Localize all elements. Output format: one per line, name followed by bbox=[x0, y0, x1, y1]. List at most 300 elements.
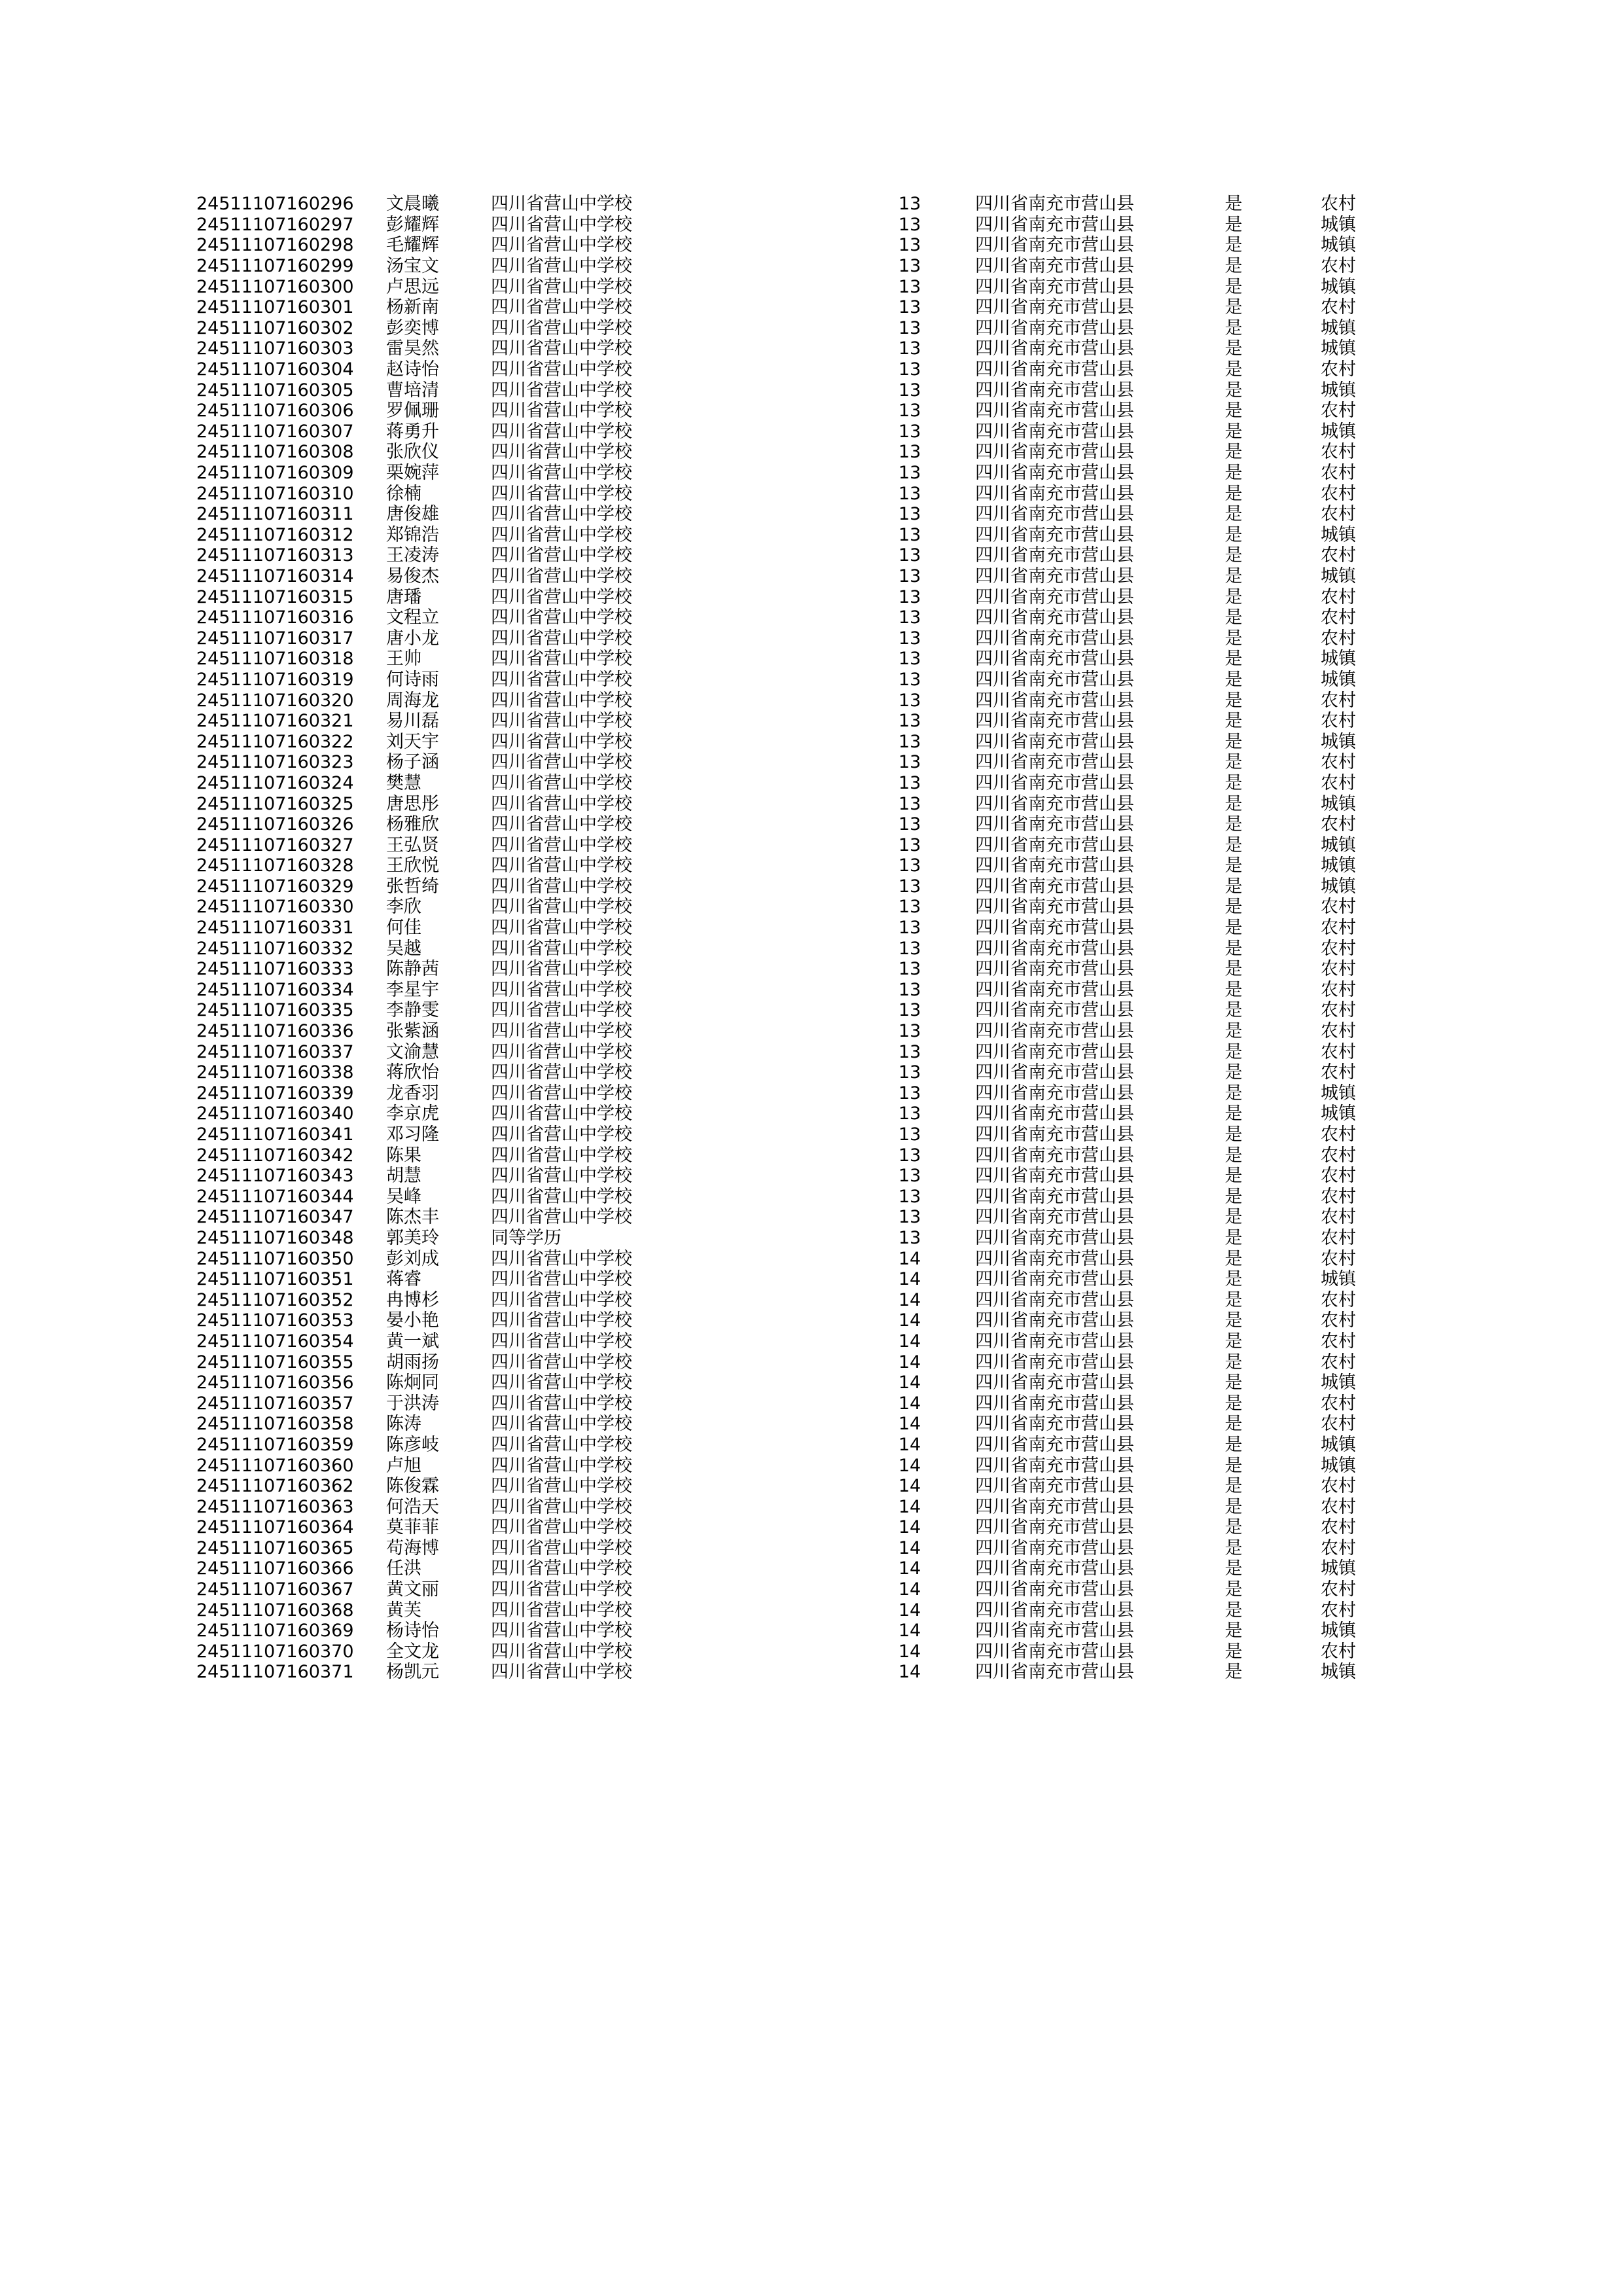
table-row bbox=[196, 628, 1400, 649]
cell-exam-id: 24511107160340 bbox=[196, 1103, 354, 1124]
cell-school: 四川省营山中学校 bbox=[491, 235, 632, 256]
table-row bbox=[196, 1062, 1400, 1083]
cell-exam-id: 24511107160330 bbox=[196, 897, 354, 918]
cell-urban-rural: 农村 bbox=[1321, 1124, 1356, 1145]
cell-exam-id: 24511107160308 bbox=[196, 442, 354, 463]
cell-region: 四川省南充市营山县 bbox=[975, 214, 1134, 235]
cell-school: 四川省营山中学校 bbox=[491, 1248, 632, 1269]
cell-flag: 是 bbox=[1224, 1021, 1243, 1042]
table-row bbox=[196, 1248, 1400, 1269]
cell-region: 四川省南充市营山县 bbox=[975, 959, 1134, 980]
cell-flag: 是 bbox=[1224, 1269, 1243, 1290]
cell-flag: 是 bbox=[1224, 1062, 1243, 1083]
cell-flag: 是 bbox=[1224, 1641, 1243, 1662]
cell-student-name: 彭耀辉 bbox=[386, 214, 439, 235]
cell-school: 四川省营山中学校 bbox=[491, 1021, 632, 1042]
cell-region: 四川省南充市营山县 bbox=[975, 1600, 1134, 1621]
cell-flag: 是 bbox=[1224, 876, 1243, 897]
cell-flag: 是 bbox=[1224, 1103, 1243, 1124]
cell-class-number: 13 bbox=[898, 772, 921, 793]
cell-school: 四川省营山中学校 bbox=[491, 317, 632, 338]
cell-exam-id: 24511107160351 bbox=[196, 1269, 354, 1290]
cell-region: 四川省南充市营山县 bbox=[975, 359, 1134, 380]
cell-urban-rural: 农村 bbox=[1321, 1393, 1356, 1414]
cell-urban-rural: 农村 bbox=[1321, 814, 1356, 835]
cell-region: 四川省南充市营山县 bbox=[975, 855, 1134, 876]
cell-urban-rural: 农村 bbox=[1321, 1310, 1356, 1331]
cell-urban-rural: 农村 bbox=[1321, 628, 1356, 649]
cell-exam-id: 24511107160363 bbox=[196, 1496, 354, 1517]
cell-urban-rural: 农村 bbox=[1321, 938, 1356, 959]
cell-region: 四川省南充市营山县 bbox=[975, 483, 1134, 504]
cell-urban-rural: 城镇 bbox=[1321, 1434, 1356, 1455]
cell-exam-id: 24511107160304 bbox=[196, 359, 354, 380]
cell-school: 四川省营山中学校 bbox=[491, 649, 632, 670]
cell-school: 四川省营山中学校 bbox=[491, 938, 632, 959]
cell-flag: 是 bbox=[1224, 380, 1243, 401]
table-row bbox=[196, 422, 1400, 442]
table-row bbox=[196, 649, 1400, 670]
cell-student-name: 胡慧 bbox=[386, 1166, 421, 1187]
table-row bbox=[196, 607, 1400, 628]
table-row bbox=[196, 1228, 1400, 1249]
cell-student-name: 王欣悦 bbox=[386, 855, 439, 876]
cell-class-number: 14 bbox=[898, 1289, 921, 1310]
cell-urban-rural: 城镇 bbox=[1321, 524, 1356, 545]
cell-region: 四川省南充市营山县 bbox=[975, 1289, 1134, 1310]
cell-region: 四川省南充市营山县 bbox=[975, 1269, 1134, 1290]
cell-school: 四川省营山中学校 bbox=[491, 1393, 632, 1414]
cell-class-number: 13 bbox=[898, 256, 921, 277]
cell-student-name: 冉博杉 bbox=[386, 1289, 439, 1310]
cell-flag: 是 bbox=[1224, 1289, 1243, 1310]
cell-urban-rural: 农村 bbox=[1321, 979, 1356, 1000]
cell-exam-id: 24511107160335 bbox=[196, 1000, 354, 1021]
cell-urban-rural: 城镇 bbox=[1321, 855, 1356, 876]
cell-school: 四川省营山中学校 bbox=[491, 897, 632, 918]
cell-exam-id: 24511107160305 bbox=[196, 380, 354, 401]
cell-urban-rural: 农村 bbox=[1321, 918, 1356, 939]
cell-urban-rural: 城镇 bbox=[1321, 649, 1356, 670]
cell-exam-id: 24511107160298 bbox=[196, 235, 354, 256]
cell-school: 四川省营山中学校 bbox=[491, 669, 632, 690]
cell-region: 四川省南充市营山县 bbox=[975, 235, 1134, 256]
cell-class-number: 13 bbox=[898, 1207, 921, 1228]
cell-student-name: 卢旭 bbox=[386, 1455, 421, 1476]
cell-flag: 是 bbox=[1224, 1352, 1243, 1372]
cell-class-number: 14 bbox=[898, 1558, 921, 1579]
cell-flag: 是 bbox=[1224, 1476, 1243, 1497]
cell-class-number: 14 bbox=[898, 1476, 921, 1497]
cell-urban-rural: 城镇 bbox=[1321, 1455, 1356, 1476]
cell-region: 四川省南充市营山县 bbox=[975, 1476, 1134, 1497]
cell-class-number: 13 bbox=[898, 628, 921, 649]
cell-school: 四川省营山中学校 bbox=[491, 1352, 632, 1372]
table-row bbox=[196, 1166, 1400, 1187]
cell-school: 四川省营山中学校 bbox=[491, 338, 632, 359]
cell-student-name: 何浩天 bbox=[386, 1496, 439, 1517]
cell-exam-id: 24511107160367 bbox=[196, 1579, 354, 1600]
cell-urban-rural: 农村 bbox=[1321, 194, 1356, 215]
cell-exam-id: 24511107160358 bbox=[196, 1414, 354, 1435]
cell-student-name: 陈杰丰 bbox=[386, 1207, 439, 1228]
cell-region: 四川省南充市营山县 bbox=[975, 1558, 1134, 1579]
cell-class-number: 13 bbox=[898, 1186, 921, 1207]
cell-region: 四川省南充市营山县 bbox=[975, 814, 1134, 835]
cell-exam-id: 24511107160366 bbox=[196, 1558, 354, 1579]
cell-class-number: 14 bbox=[898, 1331, 921, 1352]
cell-exam-id: 24511107160320 bbox=[196, 690, 354, 711]
table-row bbox=[196, 834, 1400, 855]
cell-class-number: 13 bbox=[898, 421, 921, 442]
table-row bbox=[196, 1187, 1400, 1208]
cell-school: 四川省营山中学校 bbox=[491, 711, 632, 732]
cell-school: 四川省营山中学校 bbox=[491, 1186, 632, 1207]
cell-class-number: 14 bbox=[898, 1455, 921, 1476]
cell-region: 四川省南充市营山县 bbox=[975, 1352, 1134, 1372]
cell-flag: 是 bbox=[1224, 897, 1243, 918]
cell-exam-id: 24511107160370 bbox=[196, 1641, 354, 1662]
table-row bbox=[196, 1538, 1400, 1559]
cell-urban-rural: 农村 bbox=[1321, 1331, 1356, 1352]
table-row bbox=[196, 256, 1400, 277]
table-row bbox=[196, 1662, 1400, 1683]
cell-school: 四川省营山中学校 bbox=[491, 1207, 632, 1228]
cell-region: 四川省南充市营山县 bbox=[975, 1083, 1134, 1103]
cell-flag: 是 bbox=[1224, 276, 1243, 297]
cell-student-name: 赵诗怡 bbox=[386, 359, 439, 380]
table-row bbox=[196, 938, 1400, 959]
cell-student-name: 文程立 bbox=[386, 607, 439, 628]
cell-school: 四川省营山中学校 bbox=[491, 256, 632, 277]
cell-urban-rural: 农村 bbox=[1321, 690, 1356, 711]
cell-flag: 是 bbox=[1224, 1248, 1243, 1269]
cell-urban-rural: 农村 bbox=[1321, 959, 1356, 980]
table-row bbox=[196, 752, 1400, 773]
table-row bbox=[196, 586, 1400, 607]
cell-school: 四川省营山中学校 bbox=[491, 1517, 632, 1538]
table-row bbox=[196, 793, 1400, 814]
cell-class-number: 13 bbox=[898, 1227, 921, 1248]
cell-exam-id: 24511107160356 bbox=[196, 1372, 354, 1393]
cell-region: 四川省南充市营山县 bbox=[975, 194, 1134, 215]
cell-urban-rural: 农村 bbox=[1321, 1248, 1356, 1269]
table-row bbox=[196, 1621, 1400, 1641]
cell-urban-rural: 城镇 bbox=[1321, 669, 1356, 690]
cell-class-number: 14 bbox=[898, 1496, 921, 1517]
cell-student-name: 张欣仪 bbox=[386, 442, 439, 463]
cell-exam-id: 24511107160301 bbox=[196, 297, 354, 318]
cell-urban-rural: 农村 bbox=[1321, 401, 1356, 422]
cell-urban-rural: 农村 bbox=[1321, 1021, 1356, 1042]
cell-urban-rural: 农村 bbox=[1321, 1517, 1356, 1538]
cell-exam-id: 24511107160310 bbox=[196, 483, 354, 504]
table-row bbox=[196, 814, 1400, 835]
cell-flag: 是 bbox=[1224, 359, 1243, 380]
cell-region: 四川省南充市营山县 bbox=[975, 317, 1134, 338]
table-row bbox=[196, 897, 1400, 918]
cell-student-name: 何佳 bbox=[386, 918, 421, 939]
cell-flag: 是 bbox=[1224, 1537, 1243, 1558]
cell-class-number: 14 bbox=[898, 1248, 921, 1269]
cell-class-number: 13 bbox=[898, 1021, 921, 1042]
cell-exam-id: 24511107160309 bbox=[196, 463, 354, 484]
cell-class-number: 13 bbox=[898, 565, 921, 586]
table-row bbox=[196, 380, 1400, 401]
table-row bbox=[196, 1331, 1400, 1352]
cell-flag: 是 bbox=[1224, 442, 1243, 463]
cell-student-name: 雷昊然 bbox=[386, 338, 439, 359]
cell-urban-rural: 农村 bbox=[1321, 897, 1356, 918]
table-row bbox=[196, 276, 1400, 297]
cell-urban-rural: 农村 bbox=[1321, 463, 1356, 484]
cell-flag: 是 bbox=[1224, 214, 1243, 235]
cell-region: 四川省南充市营山县 bbox=[975, 1041, 1134, 1062]
cell-school: 四川省营山中学校 bbox=[491, 1476, 632, 1497]
cell-region: 四川省南充市营山县 bbox=[975, 690, 1134, 711]
cell-flag: 是 bbox=[1224, 752, 1243, 773]
cell-exam-id: 24511107160306 bbox=[196, 401, 354, 422]
cell-school: 四川省营山中学校 bbox=[491, 979, 632, 1000]
cell-flag: 是 bbox=[1224, 1414, 1243, 1435]
cell-region: 四川省南充市营山县 bbox=[975, 1310, 1134, 1331]
cell-school: 四川省营山中学校 bbox=[491, 1331, 632, 1352]
table-row bbox=[196, 1579, 1400, 1600]
cell-flag: 是 bbox=[1224, 1579, 1243, 1600]
cell-exam-id: 24511107160343 bbox=[196, 1166, 354, 1187]
cell-flag: 是 bbox=[1224, 1600, 1243, 1621]
cell-flag: 是 bbox=[1224, 1227, 1243, 1248]
cell-student-name: 郑锦浩 bbox=[386, 524, 439, 545]
cell-school: 四川省营山中学校 bbox=[491, 855, 632, 876]
cell-exam-id: 24511107160334 bbox=[196, 979, 354, 1000]
cell-class-number: 13 bbox=[898, 834, 921, 855]
cell-class-number: 13 bbox=[898, 1145, 921, 1166]
cell-exam-id: 24511107160327 bbox=[196, 834, 354, 855]
table-row bbox=[196, 855, 1400, 876]
cell-urban-rural: 农村 bbox=[1321, 1289, 1356, 1310]
cell-class-number: 13 bbox=[898, 752, 921, 773]
table-row bbox=[196, 1517, 1400, 1538]
cell-class-number: 13 bbox=[898, 979, 921, 1000]
cell-region: 四川省南充市营山县 bbox=[975, 979, 1134, 1000]
cell-school: 四川省营山中学校 bbox=[491, 1414, 632, 1435]
cell-student-name: 李静雯 bbox=[386, 1000, 439, 1021]
table-row bbox=[196, 1083, 1400, 1104]
cell-exam-id: 24511107160302 bbox=[196, 317, 354, 338]
cell-class-number: 13 bbox=[898, 276, 921, 297]
cell-student-name: 杨雅欣 bbox=[386, 814, 439, 835]
cell-region: 四川省南充市营山县 bbox=[975, 565, 1134, 586]
table-row bbox=[196, 1207, 1400, 1228]
cell-flag: 是 bbox=[1224, 1558, 1243, 1579]
table-row bbox=[196, 545, 1400, 566]
cell-region: 四川省南充市营山县 bbox=[975, 442, 1134, 463]
cell-class-number: 13 bbox=[898, 359, 921, 380]
cell-flag: 是 bbox=[1224, 669, 1243, 690]
cell-flag: 是 bbox=[1224, 1331, 1243, 1352]
cell-flag: 是 bbox=[1224, 1041, 1243, 1062]
cell-class-number: 13 bbox=[898, 1124, 921, 1145]
cell-flag: 是 bbox=[1224, 690, 1243, 711]
cell-urban-rural: 农村 bbox=[1321, 752, 1356, 773]
table-row bbox=[196, 731, 1400, 752]
cell-school: 四川省营山中学校 bbox=[491, 772, 632, 793]
cell-flag: 是 bbox=[1224, 235, 1243, 256]
cell-exam-id: 24511107160338 bbox=[196, 1062, 354, 1083]
cell-student-name: 黄一斌 bbox=[386, 1331, 439, 1352]
cell-exam-id: 24511107160347 bbox=[196, 1207, 354, 1228]
cell-urban-rural: 农村 bbox=[1321, 772, 1356, 793]
cell-exam-id: 24511107160364 bbox=[196, 1517, 354, 1538]
cell-student-name: 杨诗怡 bbox=[386, 1621, 439, 1641]
cell-school: 四川省营山中学校 bbox=[491, 1662, 632, 1683]
cell-exam-id: 24511107160318 bbox=[196, 649, 354, 670]
cell-exam-id: 24511107160312 bbox=[196, 524, 354, 545]
cell-student-name: 黄文丽 bbox=[386, 1579, 439, 1600]
cell-urban-rural: 农村 bbox=[1321, 1641, 1356, 1662]
cell-student-name: 彭刘成 bbox=[386, 1248, 439, 1269]
cell-flag: 是 bbox=[1224, 959, 1243, 980]
cell-region: 四川省南充市营山县 bbox=[975, 1186, 1134, 1207]
cell-school: 四川省营山中学校 bbox=[491, 1455, 632, 1476]
cell-region: 四川省南充市营山县 bbox=[975, 731, 1134, 752]
cell-class-number: 14 bbox=[898, 1600, 921, 1621]
cell-class-number: 14 bbox=[898, 1352, 921, 1372]
cell-class-number: 13 bbox=[898, 504, 921, 525]
cell-urban-rural: 农村 bbox=[1321, 1579, 1356, 1600]
cell-urban-rural: 农村 bbox=[1321, 607, 1356, 628]
cell-class-number: 14 bbox=[898, 1414, 921, 1435]
table-row bbox=[196, 1310, 1400, 1331]
cell-flag: 是 bbox=[1224, 793, 1243, 814]
cell-flag: 是 bbox=[1224, 463, 1243, 484]
cell-urban-rural: 农村 bbox=[1321, 1186, 1356, 1207]
cell-exam-id: 24511107160337 bbox=[196, 1041, 354, 1062]
cell-student-name: 陈俊霖 bbox=[386, 1476, 439, 1497]
cell-exam-id: 24511107160311 bbox=[196, 504, 354, 525]
cell-exam-id: 24511107160333 bbox=[196, 959, 354, 980]
cell-class-number: 14 bbox=[898, 1372, 921, 1393]
cell-region: 四川省南充市营山县 bbox=[975, 752, 1134, 773]
table-row bbox=[196, 1021, 1400, 1042]
cell-class-number: 13 bbox=[898, 711, 921, 732]
cell-flag: 是 bbox=[1224, 1662, 1243, 1683]
cell-student-name: 曹培清 bbox=[386, 380, 439, 401]
cell-class-number: 13 bbox=[898, 918, 921, 939]
cell-region: 四川省南充市营山县 bbox=[975, 1496, 1134, 1517]
cell-urban-rural: 农村 bbox=[1321, 586, 1356, 607]
cell-class-number: 14 bbox=[898, 1393, 921, 1414]
cell-student-name: 唐璠 bbox=[386, 586, 421, 607]
table-row bbox=[196, 194, 1400, 215]
cell-class-number: 14 bbox=[898, 1310, 921, 1331]
cell-student-name: 唐小龙 bbox=[386, 628, 439, 649]
cell-region: 四川省南充市营山县 bbox=[975, 1372, 1134, 1393]
cell-exam-id: 24511107160324 bbox=[196, 772, 354, 793]
cell-flag: 是 bbox=[1224, 565, 1243, 586]
cell-exam-id: 24511107160315 bbox=[196, 586, 354, 607]
cell-class-number: 14 bbox=[898, 1269, 921, 1290]
cell-student-name: 王帅 bbox=[386, 649, 421, 670]
table-row bbox=[196, 918, 1400, 939]
cell-student-name: 蒋睿 bbox=[386, 1269, 421, 1290]
table-row bbox=[196, 1496, 1400, 1517]
cell-urban-rural: 城镇 bbox=[1321, 1103, 1356, 1124]
cell-urban-rural: 农村 bbox=[1321, 1496, 1356, 1517]
cell-region: 四川省南充市营山县 bbox=[975, 276, 1134, 297]
table-row bbox=[196, 401, 1400, 422]
cell-flag: 是 bbox=[1224, 297, 1243, 318]
cell-flag: 是 bbox=[1224, 731, 1243, 752]
cell-school: 四川省营山中学校 bbox=[491, 565, 632, 586]
cell-student-name: 陈静茜 bbox=[386, 959, 439, 980]
cell-region: 四川省南充市营山县 bbox=[975, 380, 1134, 401]
cell-flag: 是 bbox=[1224, 1166, 1243, 1187]
cell-flag: 是 bbox=[1224, 1517, 1243, 1538]
cell-exam-id: 24511107160321 bbox=[196, 711, 354, 732]
roster-body bbox=[196, 194, 1400, 1683]
table-row bbox=[196, 670, 1400, 691]
cell-exam-id: 24511107160323 bbox=[196, 752, 354, 773]
cell-student-name: 李京虎 bbox=[386, 1103, 439, 1124]
cell-class-number: 13 bbox=[898, 938, 921, 959]
cell-student-name: 罗佩珊 bbox=[386, 401, 439, 422]
cell-region: 四川省南充市营山县 bbox=[975, 1207, 1134, 1228]
table-row bbox=[196, 1414, 1400, 1435]
cell-urban-rural: 城镇 bbox=[1321, 731, 1356, 752]
cell-class-number: 13 bbox=[898, 586, 921, 607]
cell-urban-rural: 城镇 bbox=[1321, 317, 1356, 338]
cell-exam-id: 24511107160336 bbox=[196, 1021, 354, 1042]
cell-flag: 是 bbox=[1224, 401, 1243, 422]
cell-region: 四川省南充市营山县 bbox=[975, 1021, 1134, 1042]
cell-student-name: 任洪 bbox=[386, 1558, 421, 1579]
cell-school: 四川省营山中学校 bbox=[491, 1558, 632, 1579]
cell-region: 四川省南充市营山县 bbox=[975, 586, 1134, 607]
cell-class-number: 13 bbox=[898, 814, 921, 835]
cell-exam-id: 24511107160331 bbox=[196, 918, 354, 939]
cell-school: 四川省营山中学校 bbox=[491, 1641, 632, 1662]
cell-region: 四川省南充市营山县 bbox=[975, 918, 1134, 939]
cell-exam-id: 24511107160332 bbox=[196, 938, 354, 959]
cell-urban-rural: 城镇 bbox=[1321, 1083, 1356, 1103]
cell-urban-rural: 农村 bbox=[1321, 711, 1356, 732]
cell-student-name: 张紫涵 bbox=[386, 1021, 439, 1042]
cell-exam-id: 24511107160342 bbox=[196, 1145, 354, 1166]
cell-student-name: 唐思彤 bbox=[386, 793, 439, 814]
cell-exam-id: 24511107160362 bbox=[196, 1476, 354, 1497]
cell-flag: 是 bbox=[1224, 1083, 1243, 1103]
cell-region: 四川省南充市营山县 bbox=[975, 607, 1134, 628]
cell-urban-rural: 农村 bbox=[1321, 1227, 1356, 1248]
cell-flag: 是 bbox=[1224, 1186, 1243, 1207]
table-row bbox=[196, 1393, 1400, 1414]
cell-class-number: 13 bbox=[898, 959, 921, 980]
table-row bbox=[196, 1103, 1400, 1124]
cell-flag: 是 bbox=[1224, 1621, 1243, 1641]
cell-urban-rural: 城镇 bbox=[1321, 834, 1356, 855]
cell-region: 四川省南充市营山县 bbox=[975, 421, 1134, 442]
cell-student-name: 黄芙 bbox=[386, 1600, 421, 1621]
cell-urban-rural: 农村 bbox=[1321, 1207, 1356, 1228]
table-row bbox=[196, 1352, 1400, 1372]
cell-urban-rural: 农村 bbox=[1321, 1166, 1356, 1187]
cell-urban-rural: 农村 bbox=[1321, 1041, 1356, 1062]
cell-exam-id: 24511107160300 bbox=[196, 276, 354, 297]
table-row bbox=[196, 1000, 1400, 1021]
cell-urban-rural: 农村 bbox=[1321, 1145, 1356, 1166]
